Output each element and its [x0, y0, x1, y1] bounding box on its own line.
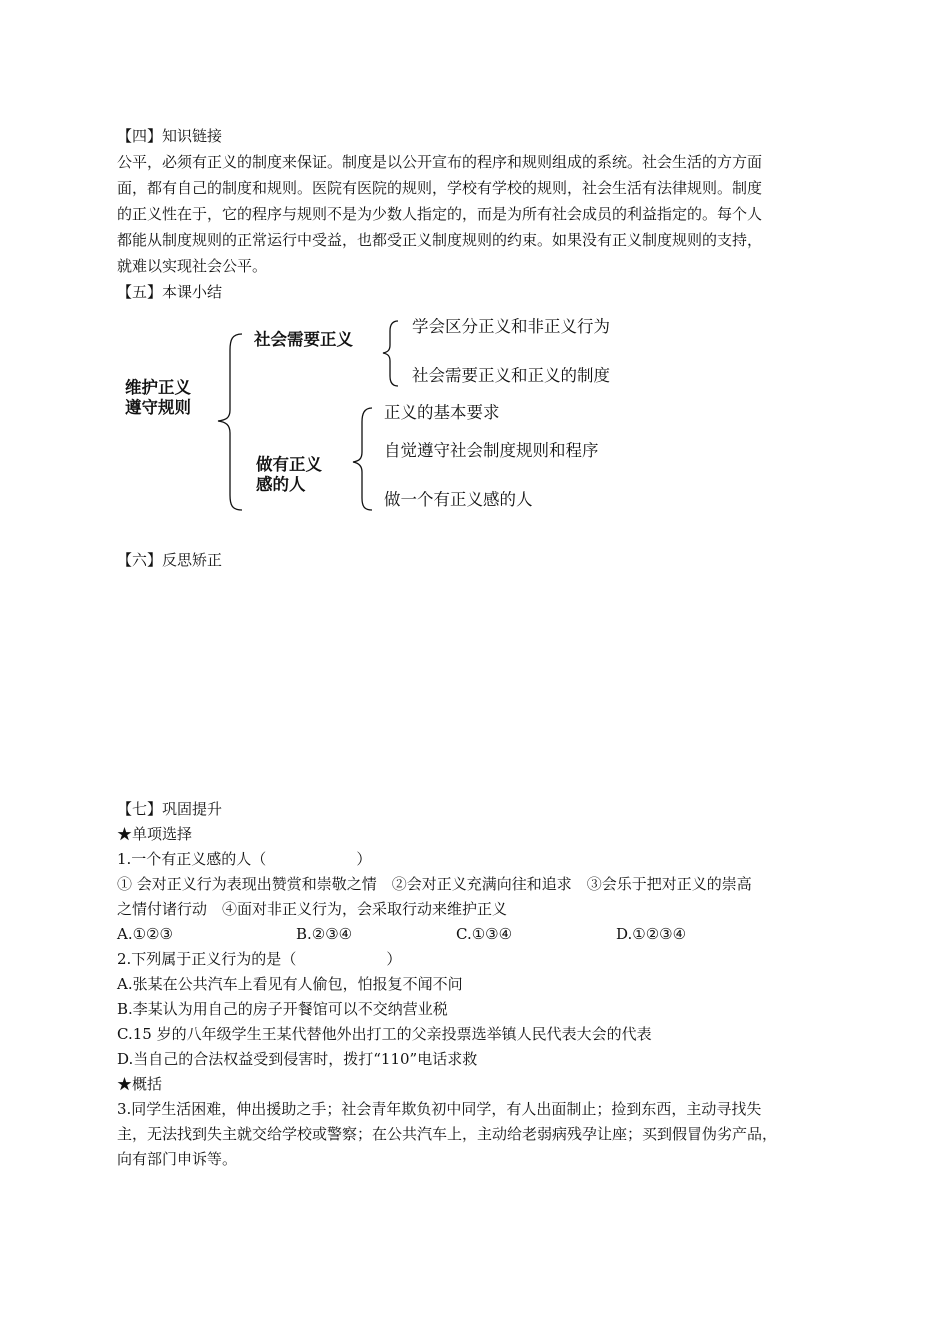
- q2-option-d: D.当自己的合法权益受到侵害时，拨打“110”电话求救: [117, 1050, 478, 1068]
- section4-heading: 【四】知识链接: [117, 127, 223, 145]
- tree-braces: [0, 0, 950, 560]
- branch2-item: 做一个有正义感的人: [384, 490, 533, 509]
- q2-option-b: B.李某认为用自己的房子开餐馆可以不交纳营业税: [117, 1000, 448, 1018]
- q1-stem: 1.一个有正义感的人（ ）: [117, 850, 372, 868]
- q1-option-a: A.①②③: [117, 925, 173, 943]
- branch1-item: 社会需要正义和正义的制度: [412, 366, 610, 385]
- branch1-label: 社会需要正义: [254, 330, 353, 349]
- branch2-brace: [353, 408, 372, 510]
- branch2-label: 感的人: [256, 475, 306, 494]
- section4-line: 就难以实现社会公平。: [117, 257, 268, 275]
- root-label: 维护正义: [125, 378, 191, 397]
- branch1-brace: [383, 321, 398, 386]
- q2-stem: 2.下列属于正义行为的是（ ）: [117, 950, 402, 968]
- section6-heading: 【六】反思矫正: [117, 551, 223, 569]
- section4-line: 公平，必须有正义的制度来保证。制度是以公开宣布的程序和规则组成的系统。社会生活的方方面: [117, 153, 763, 171]
- q1-option-c: C.①③④: [456, 925, 513, 943]
- q3-line: 向有部门申诉等。: [117, 1150, 238, 1168]
- section4-line: 面，都有自己的制度和规则。医院有医院的规则，学校有学校的规则，社会生活有法律规则。制度: [117, 179, 763, 197]
- section4-line: 的正义性在于，它的程序与规则不是为少数人指定的，而是为所有社会成员的利益指定的。每个人: [117, 205, 763, 223]
- section5-heading: 【五】本课小结: [117, 283, 223, 301]
- branch2-item: 正义的基本要求: [384, 403, 500, 422]
- branch1-item: 学会区分正义和非正义行为: [412, 317, 610, 336]
- q1-option-d: D.①②③④: [616, 925, 687, 943]
- summary-label: ★概括: [117, 1075, 163, 1093]
- q1-option-b: B.②③④: [296, 925, 353, 943]
- section4-line: 都能从制度规则的正常运行中受益，也都受正义制度规则的约束。如果没有正义制度规则的支持，: [117, 231, 763, 249]
- q2-option-c: C.15 岁的八年级学生王某代替他外出打工的父亲投票选举镇人民代表大会的代表: [117, 1025, 652, 1043]
- q2-option-a: A.张某在公共汽车上看见有人偷包，怕报复不闻不问: [117, 975, 463, 993]
- root-brace: [218, 334, 242, 510]
- q1-line: ① 会对正义行为表现出赞赏和崇敬之情 ②会对正义充满向往和追求 ③会乐于把对正义的崇高: [117, 875, 752, 893]
- q3-line: 主，无法找到失主就交给学校或警察；在公共汽车上，主动给老弱病残孕让座；买到假冒伪劣产品，: [117, 1125, 778, 1143]
- q1-line: 之情付诸行动 ④面对非正义行为，会采取行动来维护正义: [117, 900, 508, 918]
- branch2-item: 自觉遵守社会制度规则和程序: [384, 441, 599, 460]
- branch2-label: 做有正义: [256, 455, 322, 474]
- q3-line: 3.同学生活困难，伸出援助之手；社会青年欺负初中同学，有人出面制止；捡到东西，主动寻找失: [117, 1100, 762, 1118]
- section7-heading: 【七】巩固提升: [117, 800, 223, 818]
- root-label: 遵守规则: [125, 398, 191, 417]
- single-choice-label: ★单项选择: [117, 825, 193, 843]
